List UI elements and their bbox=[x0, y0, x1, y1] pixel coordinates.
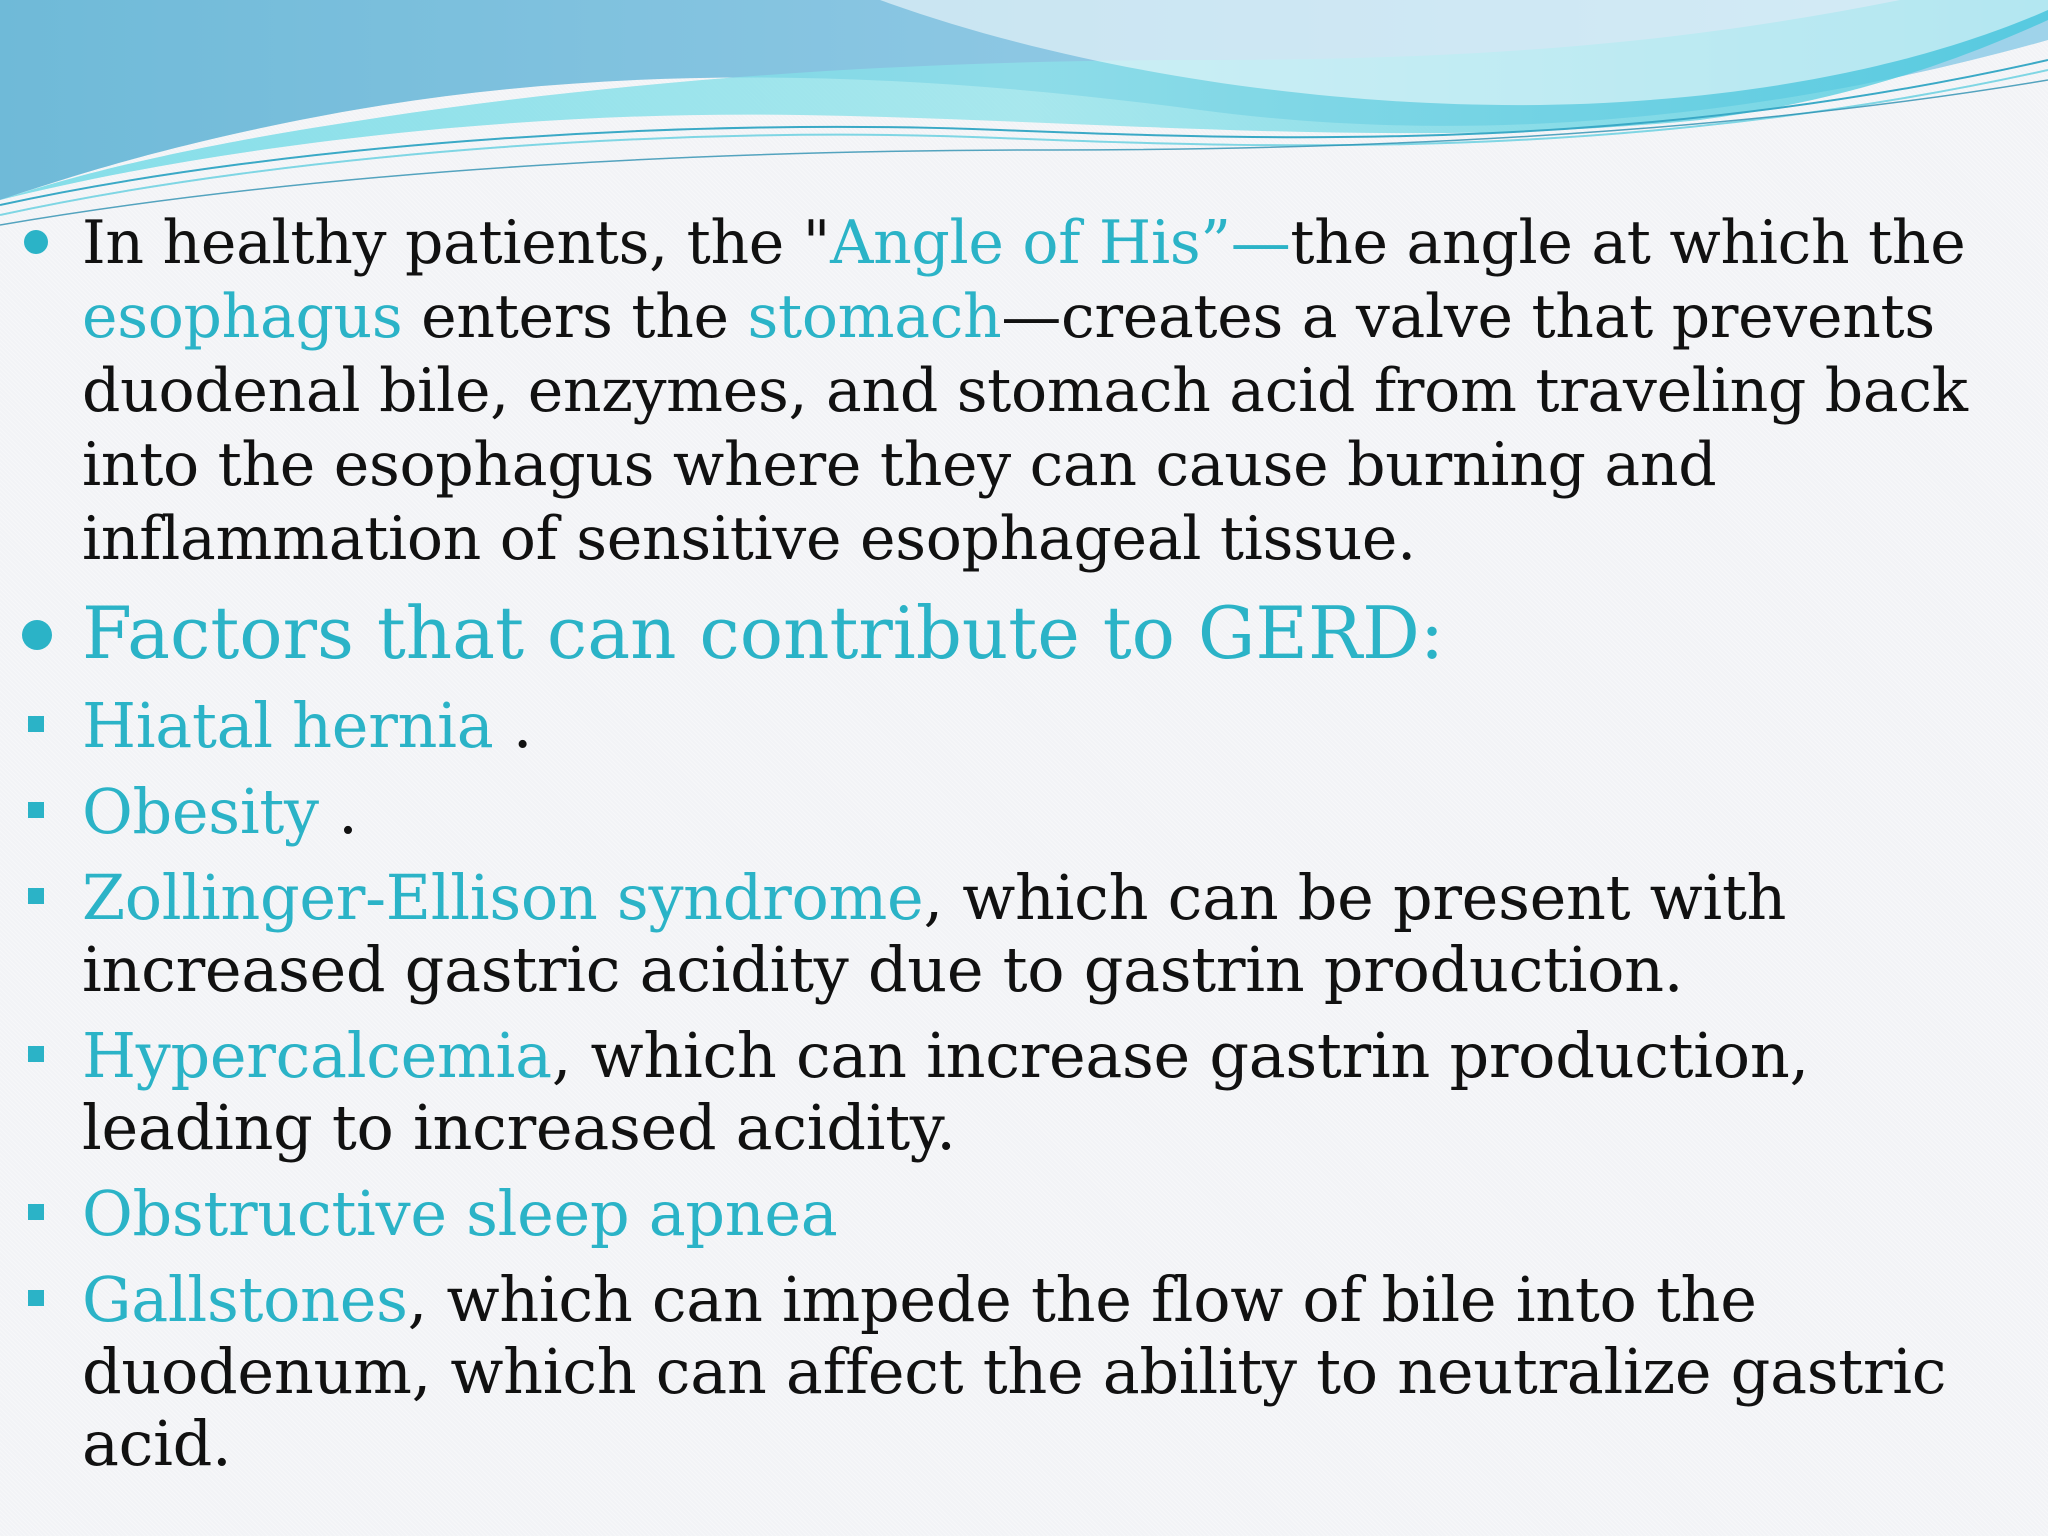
factor-term: Obesity bbox=[82, 775, 319, 848]
factor-description: , which can impede the flow of bile into the duodenum, which can affect the ability to neutralize gastric acid. bbox=[82, 1263, 1947, 1480]
square-bullet-icon bbox=[28, 716, 44, 732]
factors-heading bbox=[0, 590, 2048, 676]
slide-body bbox=[0, 206, 2048, 1480]
factor-item-zollinger-ellison bbox=[0, 862, 2048, 1006]
factor-term: Hypercalcemia bbox=[82, 1019, 552, 1092]
factor-description: , which can be present with increased gastric acidity due to gastrin production. bbox=[82, 861, 1787, 1006]
square-bullet-icon bbox=[28, 1290, 44, 1306]
stomach-term: stomach bbox=[747, 282, 1002, 352]
bullet-dot-icon bbox=[24, 230, 48, 254]
intro-text-3: enters the bbox=[402, 282, 748, 352]
intro-text-2: the angle at which the bbox=[1290, 208, 1966, 278]
factor-description: . bbox=[318, 775, 358, 848]
intro-text-4: —creates a valve that prevents duodenal bile, enzymes, and stomach acid from traveling back into the esophagus where they can cause burning and inflammation of sensitive esophageal tissue. bbox=[82, 282, 1968, 574]
factor-description: . bbox=[493, 689, 533, 762]
square-bullet-icon bbox=[28, 1204, 44, 1220]
factor-item-hypercalcemia bbox=[0, 1020, 2048, 1164]
esophagus-term: esophagus bbox=[82, 282, 403, 352]
factor-term: Gallstones bbox=[82, 1263, 408, 1336]
intro-text-1: In healthy patients, the " bbox=[82, 208, 831, 278]
factors-heading-text: Factors that can contribute to GERD: bbox=[82, 591, 1445, 675]
decorative-wave-header bbox=[0, 0, 2048, 240]
intro-paragraph bbox=[0, 206, 2048, 576]
bullet-dot-icon bbox=[22, 620, 52, 650]
square-bullet-icon bbox=[28, 1046, 44, 1062]
factor-item-gallstones bbox=[0, 1264, 2048, 1480]
square-bullet-icon bbox=[28, 888, 44, 904]
factor-description: , which can increase gastrin production, leading to increased acidity. bbox=[82, 1019, 1809, 1164]
factor-term: Zollinger-Ellison syndrome bbox=[82, 861, 924, 934]
square-bullet-icon bbox=[28, 802, 44, 818]
factor-term: Obstructive sleep apnea bbox=[82, 1177, 838, 1250]
factor-term: Hiatal hernia bbox=[82, 689, 494, 762]
angle-of-his-term: Angle of His”— bbox=[830, 208, 1291, 278]
factor-item-obesity bbox=[0, 776, 2048, 848]
factor-item-sleep-apnea bbox=[0, 1178, 2048, 1250]
factor-item-hiatal-hernia bbox=[0, 690, 2048, 762]
